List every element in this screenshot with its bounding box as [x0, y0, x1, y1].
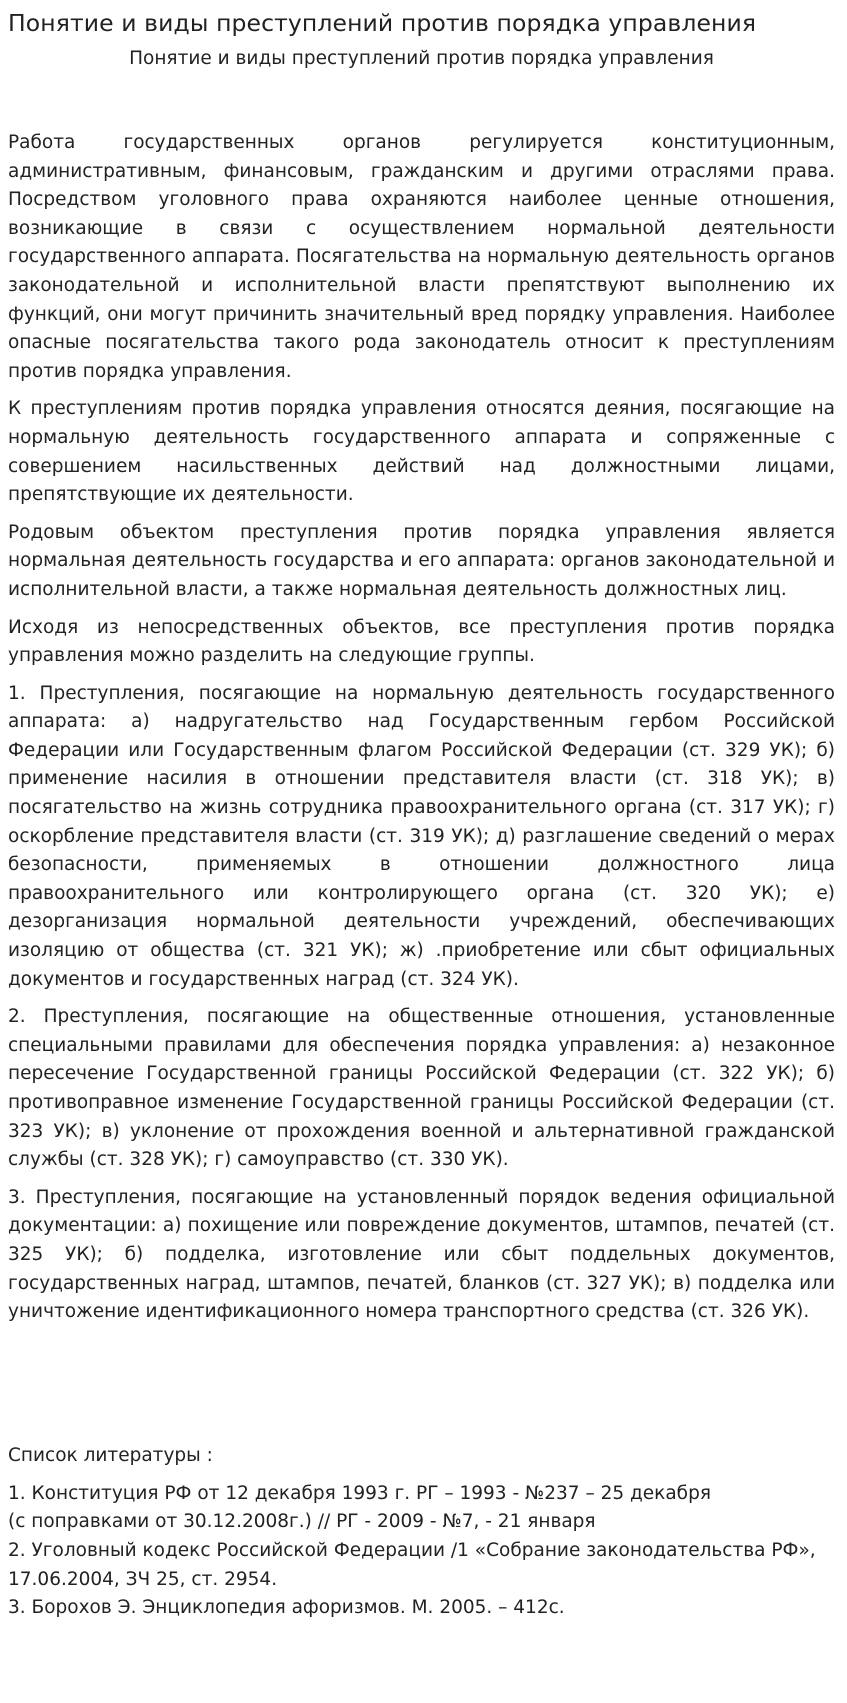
paragraph: Работа государственных органов регулируется конституционным, административным, финансовым, гражданским и другими отраслями права. Посредством уголовного права охраняются наиболее ценные отношения, возникающие в связи с осуществлением нормальной деятельности государственного аппарата. Посягательства на нормальную деятельность органов законодательной и исполнительной власти препятствуют выполнению их функций, они могут причинить значительный вред порядку управления. Наиболее опасные посягательства такого рода законодатель относит к преступлениям против порядка управления.: [8, 132, 835, 382]
page-subtitle: Понятие и виды преступлений против порядка управления: [129, 48, 714, 69]
paragraph: 2. Преступления, посягающие на общественные отношения, установленные специальными правилами для обеспечения порядка управления: а) незаконное пересечение Государственной границы Российской Федерации (ст. 322 УК); б) противоправное изменение Государственной границы Российской Федерации (ст. 323 УК); в) уклонение от прохождения военной и альтернативной гражданской службы (ст. 328 УК); г) самоуправство (ст. 330 УК).: [8, 1006, 835, 1171]
reference-line: (с поправками от 30.12.2008г.) // РГ - 2009 - №7, - 21 января: [8, 1511, 596, 1533]
reference-line: 2. Уголовный кодекс Российской Федерации /1 «Собрание законодательства РФ»,: [8, 1539, 816, 1561]
reference-line: 3. Борохов Э. Энциклопедия афоризмов. М. 2005. – 412с.: [8, 1597, 565, 1619]
document-body: [8, 129, 835, 1327]
paragraph: К преступлениям против порядка управления относятся деяния, посягающие на нормальную деятельность государственного аппарата и сопряженные с совершением насильственных действий над должностными лицами, препятствующие их деятельности.: [8, 398, 835, 506]
reference-line: 1. Конституция РФ от 12 декабря 1993 г. РГ – 1993 - №237 – 25 декабря: [8, 1482, 711, 1504]
paragraph: Исходя из непосредственных объектов, все преступления против порядка управления можно разделить на следующие группы.: [8, 616, 835, 667]
page-title: Понятие и виды преступлений против порядка управления: [8, 9, 757, 37]
paragraph: 1. Преступления, посягающие на нормальную деятельность государственного аппарата: а) надругательство над Государственным гербом Российской Федерации или Государственным флагом Российской Федерации (ст. 329 УК); б) применение насилия в отношении представителя власти (ст. 318 УК); в) посягательство на жизнь сотрудника правоохранительного органа (ст. 317 УК); г) оскорбление представителя власти (ст. 319 УК); д) разглашение сведений о мерах безопасности, применяемых в отношении должностного лица правоохранительного или контролирующего органа (ст. 320 УК); е) дезорганизация нормальной деятельности учреждений, обеспечивающих изоляцию от общества (ст. 321 УК); ж) .приобретение или сбыт официальных документов и государственных наград (ст. 324 УК).: [8, 682, 835, 990]
references-section: [8, 1442, 835, 1623]
paragraph: 3. Преступления, посягающие на установленный порядок ведения официальной документации: а) похищение или повреждение документов, штампов, печатей (ст. 325 УК); б) подделка, изготовление или сбыт поддельных документов, государственных наград, штампов, печатей, бланков (ст. 327 УК); в) подделка или уничтожение идентификационного номера транспортного средства (ст. 326 УК).: [8, 1186, 835, 1323]
paragraph: Родовым объектом преступления против порядка управления является нормальная деятельность государства и его аппарата: органов законодательной и исполнительной власти, а также нормальная деятельность должностных лиц.: [8, 521, 835, 600]
references-heading: Список литературы :: [8, 1444, 213, 1466]
reference-line: 17.06.2004, ЗЧ 25, ст. 2954.: [8, 1568, 278, 1590]
